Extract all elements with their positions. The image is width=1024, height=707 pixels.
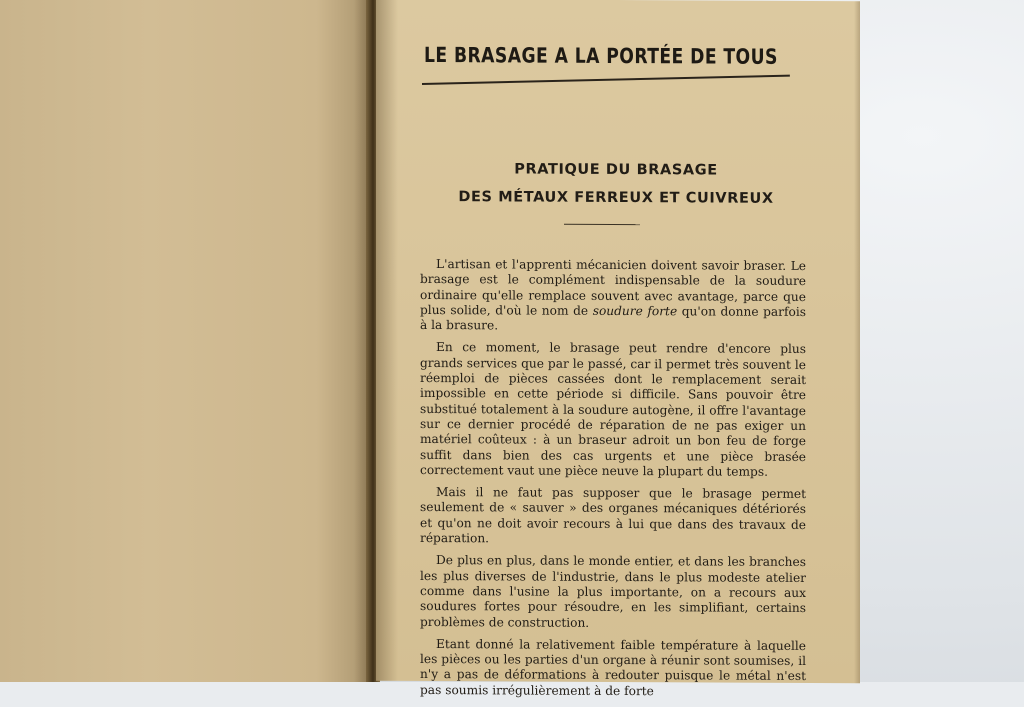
- title-underline: [422, 75, 790, 85]
- paragraph-2: En ce moment, le brasage peut rendre d'encore plus grands services que par le passé, car il permet très souvent le réemploi de pièces cassées dont le remplacement serait impossible en cette période si difficile. Sans pouvoir être substitué totalement à la soudure autogène, il offre l'avantage sur ce dernier procédé de réparation de ne pas exiger un matériel coûteux : à un braseur adroit un bon feu de forge suffit dans bien des cas urgents et une pièce brasée correctement vaut une pièce neuve la plupart du temps.: [420, 340, 806, 479]
- section-heading: [416, 155, 816, 213]
- running-title: LE BRASAGE A LA PORTÉE DE TOUS: [424, 42, 778, 69]
- body-text: [420, 257, 806, 707]
- paragraph-1: [420, 257, 806, 336]
- paragraph-5: Etant donné la relativement faible température à laquelle les pièces ou les parties d'un organe à réunir sont soumises, il n'y a pas de déformations à redouter puisque le métal n'est pas soumis irrégulièrement à de forte: [420, 636, 806, 698]
- paragraph-1-italic: soudure forte: [592, 303, 678, 319]
- paragraph-1-text-a: L'artisan et l'apprenti mécanicien doivent savoir braser. Le brasage est le complément indispensable de la soudure ordinaire qu'elle remplace souvent avec avantage, parce que plus solide, d'où le nom de: [420, 257, 806, 318]
- heading-divider: [564, 224, 640, 225]
- paragraph-3: Mais il ne faut pas supposer que le brasage permet seulement de « sauver » des organes mécaniques détériorés et qu'on ne doit avoir recours à lui que dans des travaux de réparation.: [420, 485, 806, 546]
- left-page-blank: [0, 0, 372, 682]
- section-heading-line-1: PRATIQUE DU BRASAGE: [514, 161, 718, 179]
- paragraph-4: De plus en plus, dans le monde entier, et dans les branches les plus diverses de l'industrie, dans le plus modeste atelier comme dans l'usine la plus importante, on a recours aux soudures fortes pour résoudre, en les simplifiant, certains problèmes de construction.: [420, 553, 806, 630]
- paragraph-1-text-b: qu'on donne parfois à la brasure.: [420, 304, 806, 333]
- section-heading-line-2: DES MÉTAUX FERREUX ET CUIVREUX: [458, 189, 774, 207]
- right-page: [376, 0, 860, 698]
